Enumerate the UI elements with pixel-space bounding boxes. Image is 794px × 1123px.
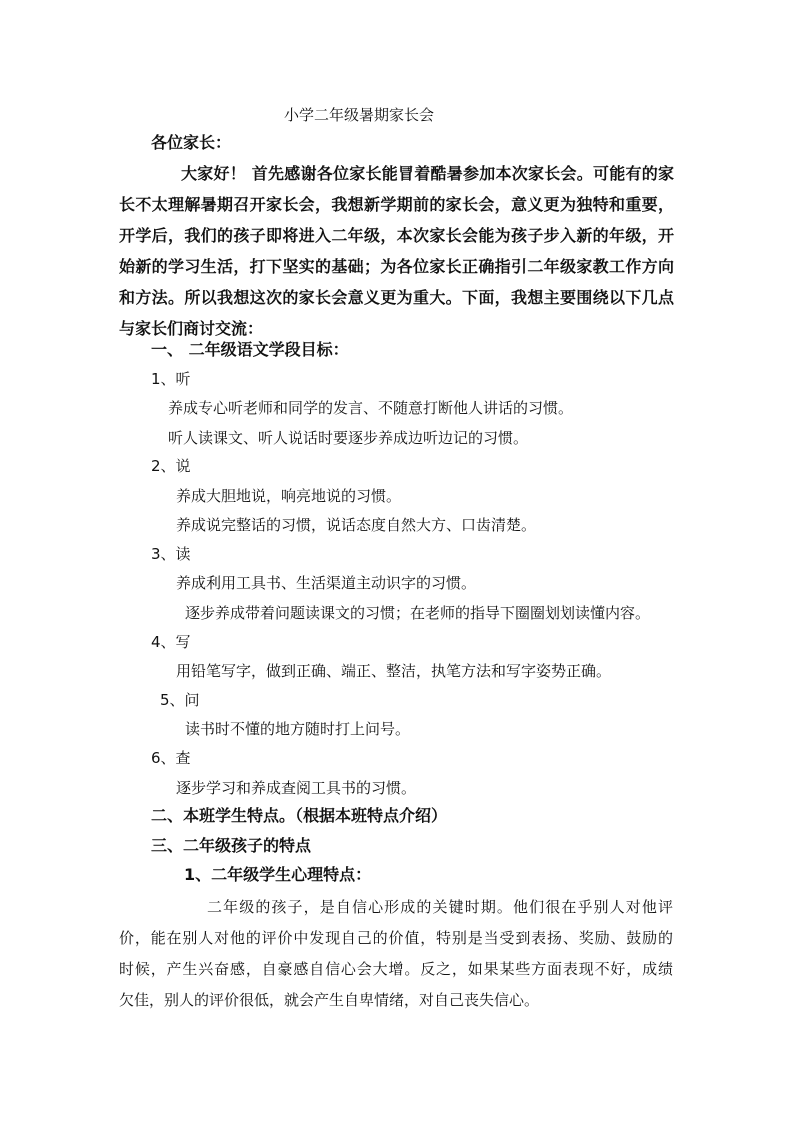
section1-item-label: 6、查 [151, 749, 191, 767]
section3-heading: 三、二年级孩子的特点 [151, 836, 312, 855]
section1-item-text: 逐步学习和养成查阅工具书的习惯。 [176, 779, 417, 797]
intro-line: 和方法。所以我想这次的家长会意义更为重大。下面，我想主要围绕以下几点 [119, 288, 674, 307]
section1-heading: 一、 二年级语文学段目标： [151, 340, 349, 359]
section3-line: 欠佳，别人的评价很低，就会产生自卑情绪，对自己丧失信心。 [119, 991, 540, 1009]
section1-item-label: 2、说 [151, 457, 191, 475]
document-title: 小学二年级暑期家长会 [284, 106, 435, 124]
section2-heading: 二、本班学生特点。（根据本班特点介绍） [151, 806, 448, 825]
section1-item-label: 1、听 [151, 370, 191, 388]
section1-item-text: 养成专心听老师和同学的发言、不随意打断他人讲话的习惯。 [168, 399, 574, 417]
section1-item-label: 4、写 [151, 633, 191, 651]
intro-line: 开学后，我们的孩子即将进入二年级，本次家长会能为孩子步入新的年级，开 [119, 226, 674, 245]
intro-paragraph [119, 158, 674, 344]
section1-item-label: 3、读 [151, 545, 191, 563]
intro-line: 与家长们商讨交流： [119, 319, 264, 338]
section1-item-text: 读书时不懂的地方随时打上问号。 [185, 720, 411, 738]
intro-line: 长不太理解暑期召开家长会，我想新学期前的家长会，意义更为独特和重要， [119, 195, 674, 214]
intro-line: 始新的学习生活，打下坚实的基础；为各位家长正确指引二年级家教工作方向 [119, 257, 674, 276]
section3-line: 时候，产生兴奋感，自豪感自信心会大增。反之，如果某些方面表现不好，成绩 [119, 960, 673, 978]
intro-line: 大家好！ 首先感谢各位家长能冒着酷暑参加本次家长会。可能有的家 [181, 164, 674, 183]
section1-item-text: 养成利用工具书、生活渠道主动识字的习惯。 [176, 574, 477, 592]
section1-item-text: 听人读课文、听人说话时要逐步养成边听边记的习惯。 [168, 429, 529, 447]
section1-item-text: 逐步养成带着问题读课文的习惯；在老师的指导下圈圈划划读懂内容。 [185, 604, 651, 622]
section3-sub-heading: 1、二年级学生心理特点： [184, 865, 372, 884]
section1-item-text: 用铅笔写字，做到正确、端正、整洁，执笔方法和写字姿势正确。 [176, 662, 612, 680]
section3-paragraph [119, 892, 673, 1016]
section1-item-label: 5、问 [160, 691, 200, 709]
greeting: 各位家长： [151, 133, 232, 152]
section1-item-text: 养成说完整话的习惯，说话态度自然大方、口齿清楚。 [176, 516, 537, 534]
section3-line: 价，能在别人对他的评价中发现自己的价值，特别是当受到表扬、奖励、鼓励的 [119, 929, 673, 947]
section1-item-text: 养成大胆地说，响亮地说的习惯。 [176, 487, 402, 505]
section3-line: 二年级的孩子，是自信心形成的关键时期。他们很在乎别人对他评 [207, 898, 673, 916]
